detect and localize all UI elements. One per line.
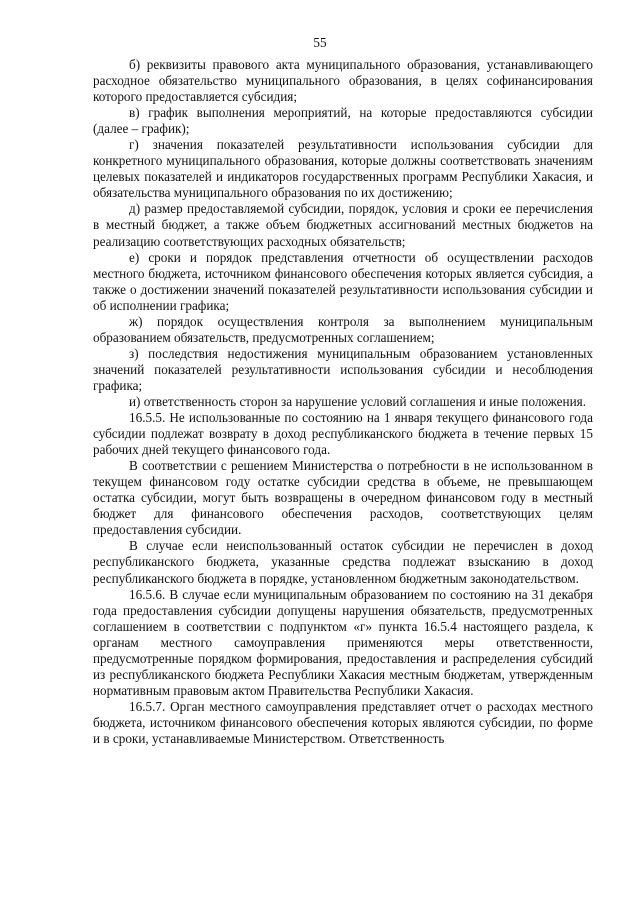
paragraph-16-5-5: 16.5.5. Не использованные по состоянию на 1 января текущего финансового года субсидии подлежат возврату в доход республиканского бюджета в течение первых 15 рабочих дней текущего финансового года. [93, 410, 593, 458]
paragraph-z-consequences: з) последствия недостижения муниципальным образованием установленных значений показателей результативности использования субсидии и несоблюдения графика; [93, 345, 593, 393]
paragraph-16-5-7: 16.5.7. Орган местного самоуправления представляет отчет о расходах местного бюджета, источником финансового обеспечения которых являются субсидии, по форме и в сроки, устанавливаемые Министерством. Ответственность [93, 698, 593, 746]
paragraph-zh-control: ж) порядок осуществления контроля за выполнением муниципальным образованием обязательств, предусмотренных соглашением; [93, 313, 593, 345]
paragraph-16-5-6: 16.5.6. В случае если муниципальным образованием по состоянию на 31 декабря года предоставления субсидии допущены нарушения обязательств, предусмотренных соглашением в соответствии с подпунктом «г» пункта 16.5.4 настоящего раздела, к органам местного самоуправления применяются меры ответственности, предусмотренные порядком формирования, предоставления и распределения субсидий из республиканского бюджета Республики Хакасия местным бюджетам, утвержденным нормативным правовым актом Правительства Республики Хакасия. [93, 586, 593, 698]
paragraph-v-schedule: в) график выполнения мероприятий, на которые предоставляются субсидии (далее – график); [93, 105, 593, 137]
document-body [93, 57, 593, 747]
paragraph-unused-balance: В случае если неиспользованный остаток субсидии не перечислен в доход республиканского бюджета, указанные средства подлежат взысканию в доход республиканского бюджета в порядке, установленном бюджетным законодательством. [93, 538, 593, 586]
paragraph-e-reporting: е) сроки и порядок представления отчетности об осуществлении расходов местного бюджета, источником финансового обеспечения которых является субсидия, а также о достижении значений показателей результативности использования субсидии и об исполнении графика; [93, 249, 593, 313]
paragraph-i-responsibility: и) ответственность сторон за нарушение условий соглашения и иные положения. [129, 393, 587, 409]
paragraph-b-requisites: б) реквизиты правового акта муниципального образования, устанавливающего расходное обязательство муниципального образования, в целях софинансирования которого предоставляется субсидия; [93, 57, 593, 105]
paragraph-d-subsidy-size: д) размер предоставляемой субсидии, порядок, условия и сроки ее перечисления в местный бюджет, а также объем бюджетных ассигнований местных бюджетов на реализацию соответствующих расходных обязательств; [93, 201, 593, 249]
paragraph-g-indicators: г) значения показателей результативности использования субсидии для конкретного муниципального образования, которые должны соответствовать значениям целевых показателей и индикаторов государственных программ Республики Хакасия, и обязательства муниципального образования по их достижению; [93, 137, 593, 201]
page-number: 55 [313, 35, 327, 50]
paragraph-ministry-decision: В соответствии с решением Министерства о потребности в не использованном в текущем финансовом году остатке субсидии средства в объеме, не превышающем остатка субсидии, могут быть возвращены в очередном финансовом году в местный бюджет для финансового обеспечения расходов, соответствующих целям предоставления субсидии. [93, 458, 593, 538]
